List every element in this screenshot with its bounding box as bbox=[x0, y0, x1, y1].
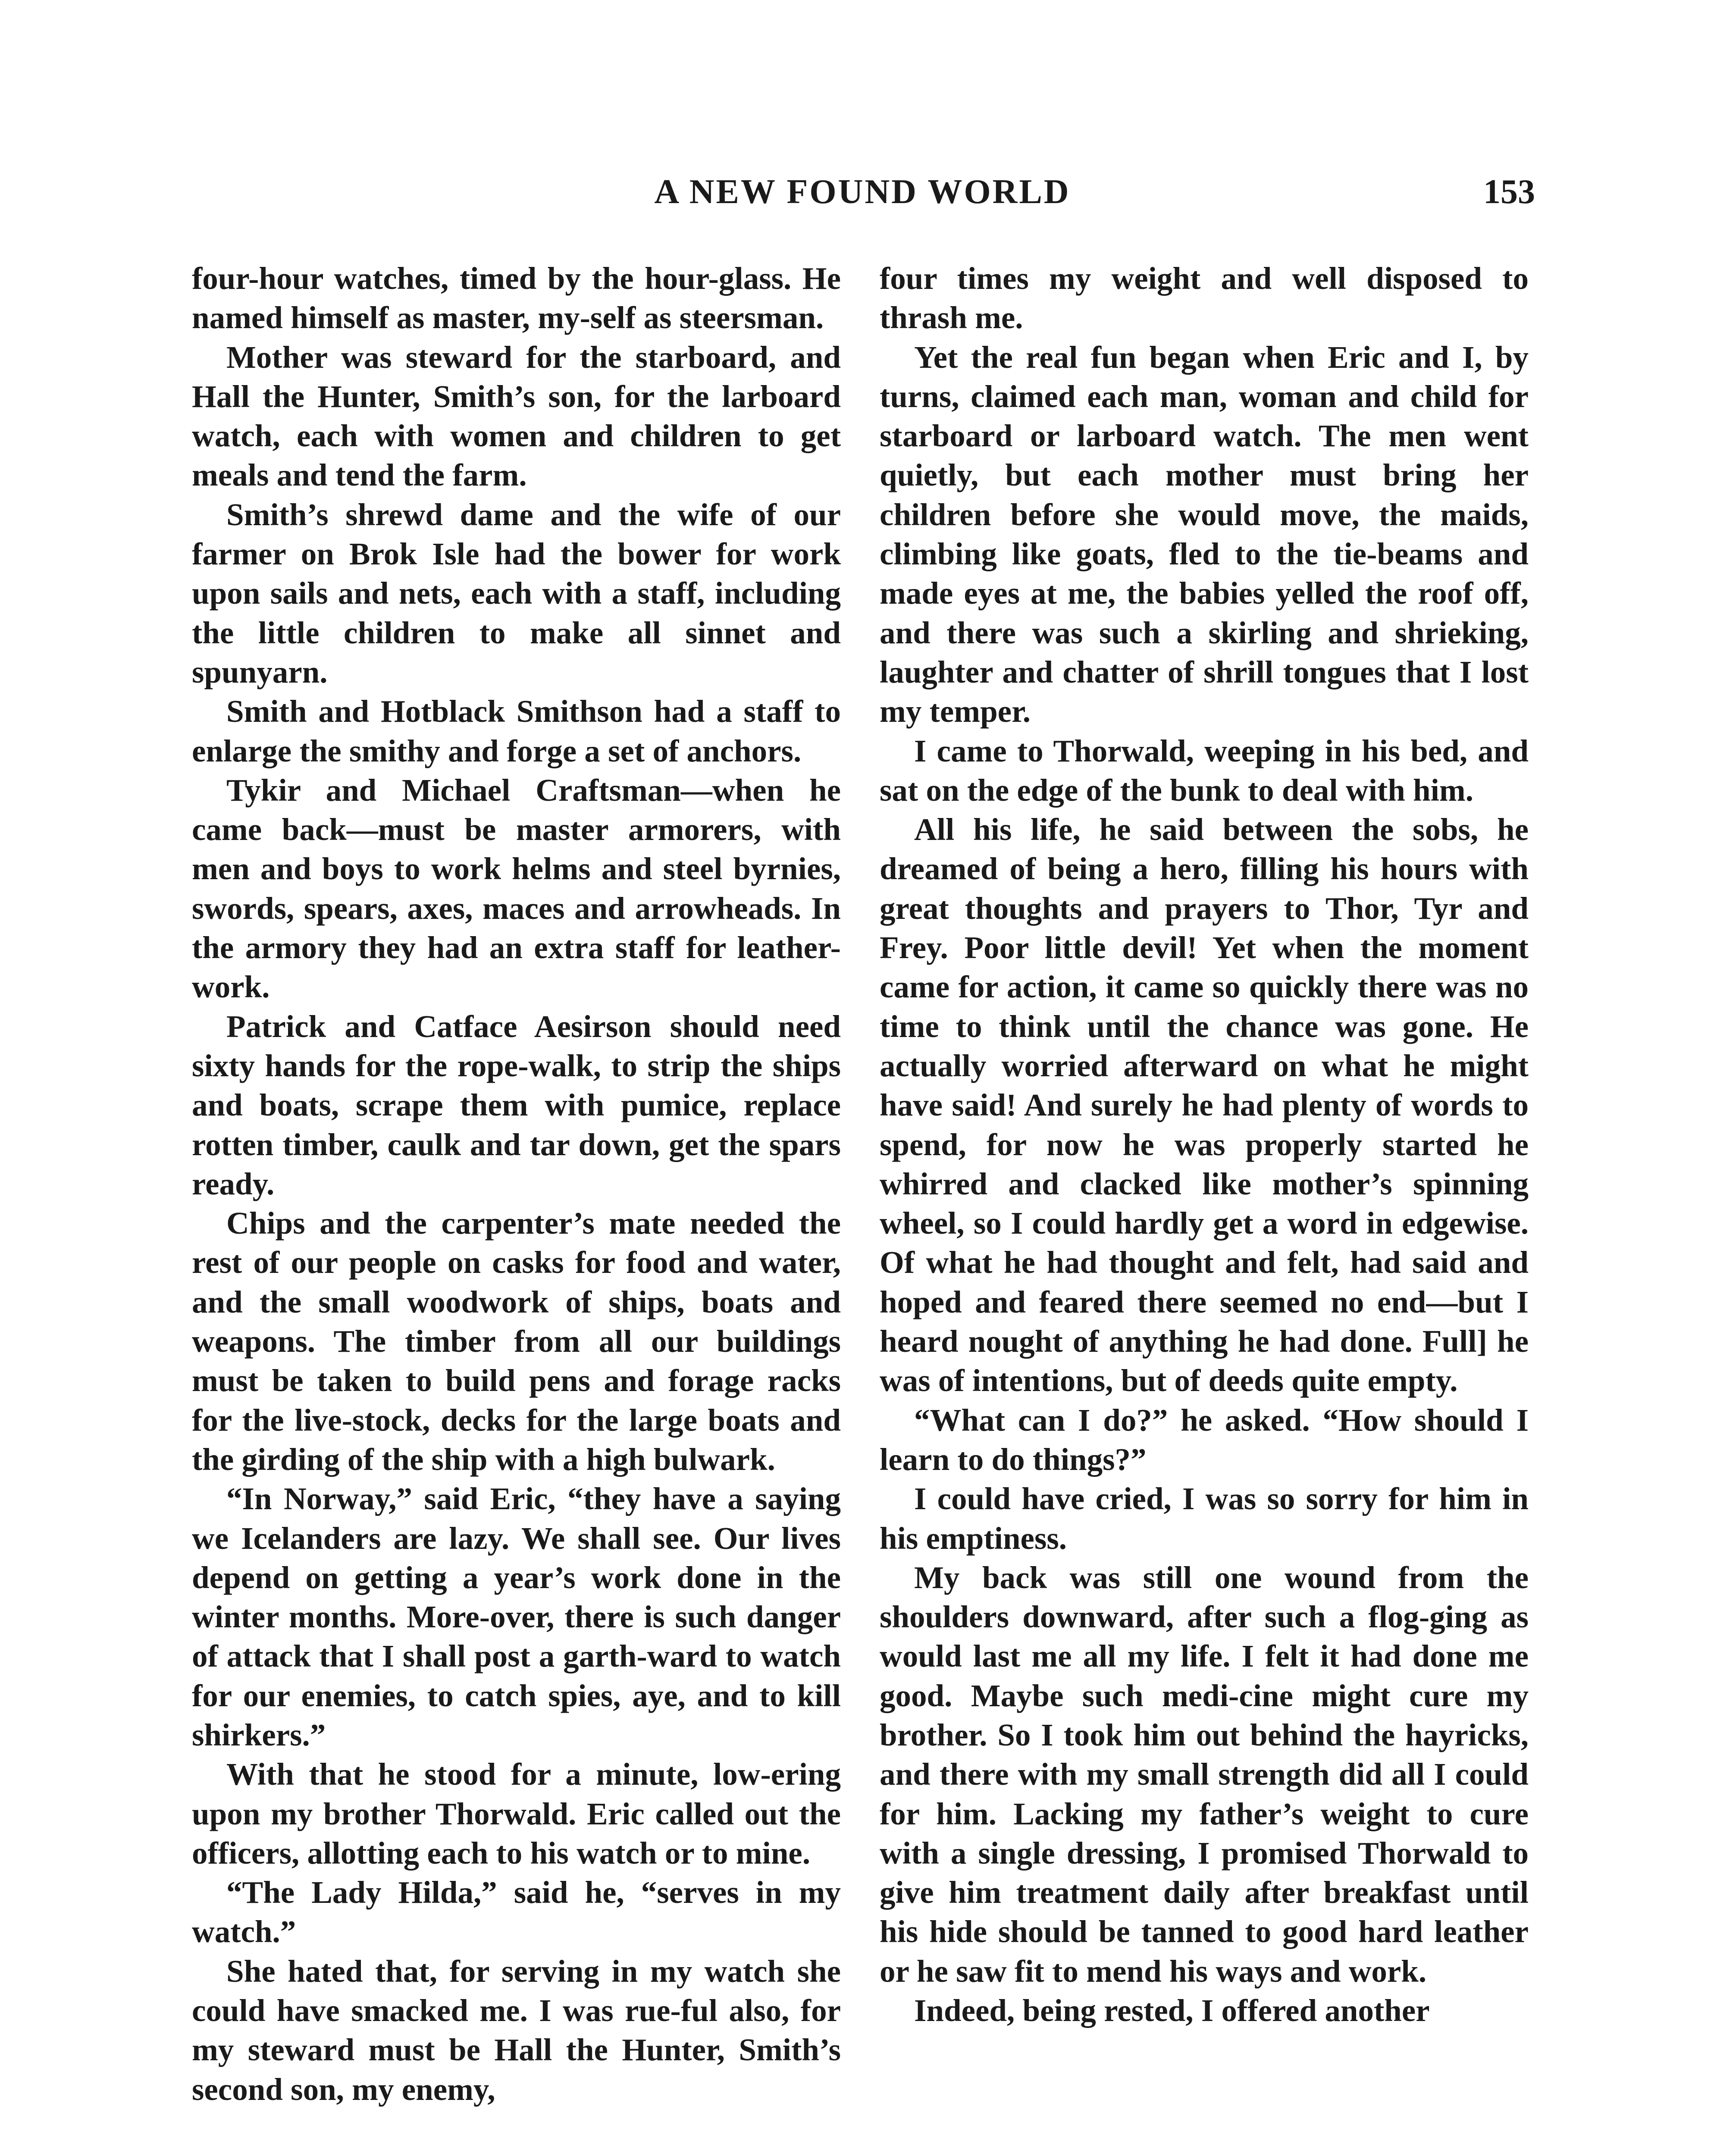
paragraph: Smith’s shrewd dame and the wife of our farmer on Brok Isle had the bower for work upon sails and nets, each with a staff, including the little children to make all sinnet and spunyarn. bbox=[192, 497, 841, 689]
paragraph: My back was still one wound from the shoulders downward, after such a flog-ging as would last me all my life. I felt it had done me good. Maybe such medi-cine might cure my brother. So I took him out behind the hayricks, and there with my small strength did all I could for him. Lacking my father’s weight to cure with a single dressing, I promised Thorwald to give him treatment daily after breakfast until his hide should be tanned to good hard leather or he saw fit to mend his ways and work. bbox=[880, 1560, 1529, 1989]
paragraph: “The Lady Hilda,” said he, “serves in my watch.” bbox=[192, 1875, 841, 1949]
running-header bbox=[0, 172, 1717, 229]
paragraph: Tykir and Michael Craftsman—when he came back—must be master armorers, with men and boys to work helms and steel byrnies, swords, spears, axes, maces and arrowheads. In the armory they had an extra staff for leather-work. bbox=[192, 772, 841, 1005]
paragraph: Smith and Hotblack Smithson had a staff to enlarge the smithy and forge a set of anchors. bbox=[192, 694, 841, 768]
paragraph: “In Norway,” said Eric, “they have a saying we Icelanders are lazy. We shall see. Our lives depend on getting a year’s work done in the winter months. More-over, there is such danger of attack that I shall post a garth-ward to watch for our enemies, to catch spies, aye, and to kill shirkers.” bbox=[192, 1481, 841, 1752]
paragraph: Chips and the carpenter’s mate needed the rest of our people on casks for food and water, and the small woodwork of ships, boats and weapons. The timber from all our buildings must be taken to build pens and forage racks for the live-stock, decks for the large boats and the girding of the ship with a high bulwark. bbox=[192, 1206, 841, 1477]
paragraph: With that he stood for a minute, low-ering upon my brother Thorwald. Eric called out the officers, allotting each to his watch or to mine. bbox=[192, 1757, 841, 1871]
paragraph: She hated that, for serving in my watch she could have smacked me. I was rue-ful also, for my steward must be Hall the Hunter, Smith’s second son, my enemy, bbox=[192, 1953, 841, 2107]
left-column bbox=[192, 259, 841, 2109]
paragraph: Patrick and Catface Aesirson should need sixty hands for the rope-walk, to strip the ships and boats, scrape them with pumice, replace rotten timber, caulk and tar down, get the spars ready. bbox=[192, 1009, 841, 1201]
paragraph: four-hour watches, timed by the hour-glass. He named himself as master, my-self as steersman. bbox=[192, 261, 841, 335]
paragraph: Mother was steward for the starboard, and Hall the Hunter, Smith’s son, for the larboard watch, each with women and children to get meals and tend the farm. bbox=[192, 339, 841, 493]
paragraph: Yet the real fun began when Eric and I, by turns, claimed each man, woman and child for starboard or larboard watch. The men went quietly, but each mother must bring her children before she would move, the maids, climbing like goats, fled to the tie-beams and made eyes at me, the babies yelled the roof off, and there was such a skirling and shrieking, laughter and chatter of shrill tongues that I lost my temper. bbox=[880, 339, 1529, 729]
right-column bbox=[880, 259, 1529, 2030]
paragraph: four times my weight and well disposed to thrash me. bbox=[880, 261, 1529, 335]
page-number: 153 bbox=[1483, 173, 1535, 211]
running-title: A NEW FOUND WORLD bbox=[654, 173, 1071, 211]
paragraph: I could have cried, I was so sorry for him in his emptiness. bbox=[880, 1481, 1529, 1556]
paragraph: Indeed, being rested, I offered another bbox=[914, 1993, 1430, 2028]
paragraph: All his life, he said between the sobs, he dreamed of being a hero, filling his hours with great thoughts and prayers to Thor, Tyr and Frey. Poor little devil! Yet when the moment came for action, it came so quickly there was no time to think until the chance was gone. He actually worried afterward on what he might have said! And surely he had plenty of words to spend, for now he was properly started he whirred and clacked like mother’s spinning wheel, so I could hardly get a word in edgewise. Of what he had thought and felt, had said and hoped and feared there seemed no end—but I heard nought of anything he had done. Full] he was of intentions, but of deeds quite empty. bbox=[880, 812, 1529, 1398]
paragraph: I came to Thorwald, weeping in his bed, and sat on the edge of the bunk to deal with him. bbox=[880, 733, 1529, 808]
paragraph: “What can I do?” he asked. “How should I learn to do things?” bbox=[880, 1402, 1529, 1477]
